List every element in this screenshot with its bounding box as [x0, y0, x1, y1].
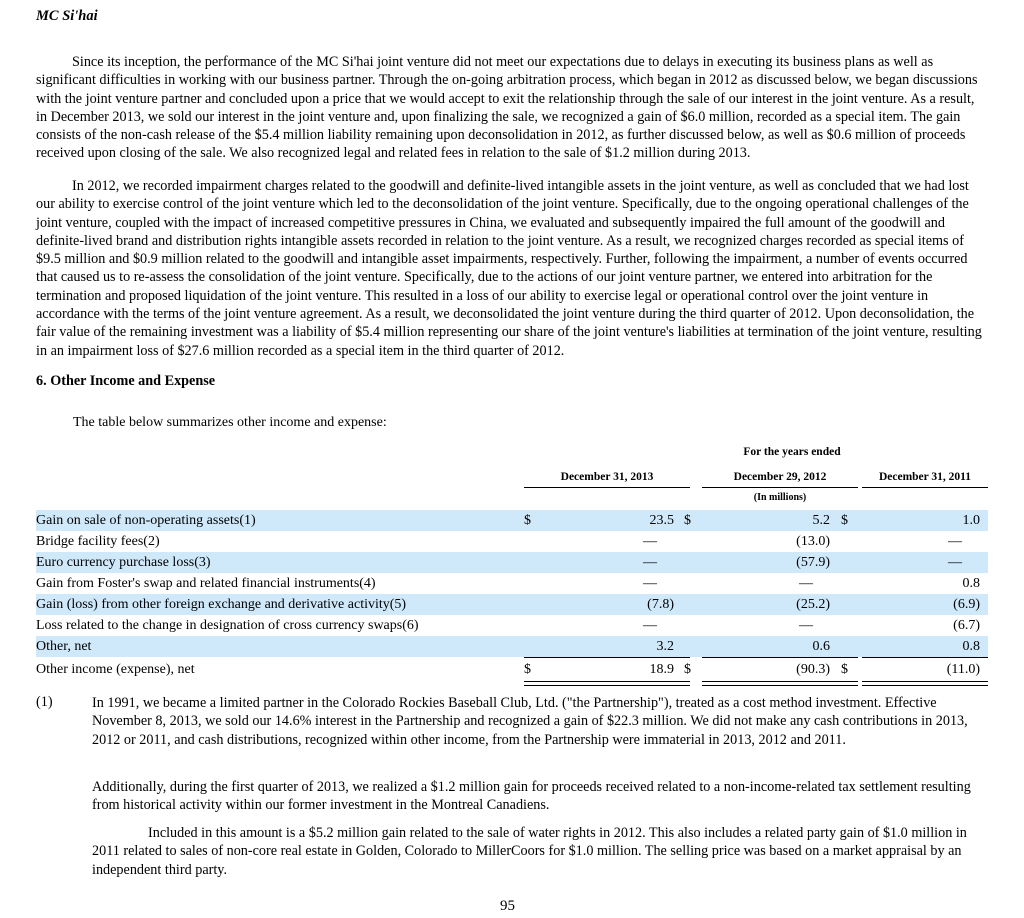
column-header-2011: December 31, 2011	[862, 471, 988, 488]
section-title: MC Si'hai	[36, 8, 98, 24]
table-row	[36, 552, 988, 573]
value-2011: 0.8	[962, 576, 980, 591]
value-2011: (11.0)	[946, 662, 980, 677]
paragraph-mc-sihai-sale	[36, 53, 984, 163]
value-2013: —	[643, 576, 657, 591]
table-intro: The table below summarizes other income and expense:	[73, 415, 387, 430]
row-label: Bridge facility fees(2)	[36, 534, 160, 549]
column-header-2012: December 29, 2012	[702, 471, 858, 488]
value-2011: (6.9)	[953, 597, 980, 612]
value-2012: 0.6	[812, 639, 830, 654]
footnote-1-additional: Additionally, during the first quarter of 2013, we realized a $1.2 million gain for proceeds received related to a non-income-related tax settlement resulting from historical activity within our former investment in the Montreal Canadiens.	[92, 779, 971, 814]
row-label: Other, net	[36, 639, 92, 654]
currency-symbol: $	[684, 662, 691, 677]
currency-symbol: $	[841, 662, 848, 677]
footnote-text: Included in this amount is a $5.2 million gain related to the sale of water rights in 2012. This also includes a related party gain of $1.0 million in 2011 related to sales of non-core real estate in Golden, Colorado to MillerCoors for $1.0 million. The selling price was based on a market appraisal by an independent third party.	[92, 825, 967, 878]
value-2012: —	[799, 618, 813, 633]
subtotal-rule	[862, 657, 988, 658]
value-2013: —	[643, 618, 657, 633]
value-2012: (25.2)	[796, 597, 830, 612]
footnote-1: In 1991, we became a limited partner in the Colorado Rockies Baseball Club, Ltd. ("the Partnership"), treated as a cost method investment. Effective November 8, 2013, we sold our 14.6% interest in the Partnership and recognized a gain of $22.3 million. We did not make any cash contributions in 2013, 2012 or 2011, and cash distributions, recognized within other income, from the Partnership were immaterial in 2013, 2012 and 2011.	[92, 695, 968, 748]
value-2012: (57.9)	[796, 555, 830, 570]
value-2011: 0.8	[962, 639, 980, 654]
table-row	[36, 510, 988, 531]
value-2011: —	[948, 555, 962, 570]
paragraph-text: Since its inception, the performance of the MC Si'hai joint venture did not meet our expectations due to delays in executing its business plans as well as significant difficulties in working with our business partner. Through the on-going arbitration process, which began in 2012 as discussed below, we began discussions with the joint venture partner and concluded upon a price that we would accept to exit the relationship through the sale of our interest in the joint venture. As a result, in December 2013, we sold our interest in the joint venture and, upon finalizing the sale, we recognized a gain of $6.0 million, recorded as a special item. The gain consists of the non-cash release of the $5.4 million liability remaining upon deconsolidation in 2012, as further discussed below, as well as $0.6 million of proceeds received upon closing of the sale. We also recognized legal and related fees in relation to the sale of $1.2 million during 2013.	[36, 54, 978, 162]
total-double-rule	[862, 681, 988, 686]
value-2011: 1.0	[962, 513, 980, 528]
page-number: 95	[500, 898, 515, 914]
table-row	[36, 573, 988, 594]
currency-symbol: $	[524, 662, 531, 677]
footnote-marker: (1)	[36, 694, 53, 710]
table-row-total	[36, 659, 988, 680]
value-2013: —	[643, 534, 657, 549]
total-double-rule	[702, 681, 858, 686]
subtotal-rule	[524, 657, 690, 658]
row-label: Other income (expense), net	[36, 662, 195, 677]
row-label: Loss related to the change in designation of cross currency swaps(6)	[36, 618, 419, 633]
row-label: Gain on sale of non-operating assets(1)	[36, 513, 256, 528]
value-2012: (90.3)	[796, 662, 830, 677]
table-span-header: For the years ended	[743, 446, 841, 458]
value-2012: —	[799, 576, 813, 591]
total-double-rule	[524, 681, 690, 686]
currency-symbol: $	[684, 513, 691, 528]
value-2012: (13.0)	[796, 534, 830, 549]
value-2011: —	[948, 534, 962, 549]
subtotal-rule	[702, 657, 858, 658]
value-2012: 5.2	[812, 513, 830, 528]
value-2011: (6.7)	[953, 618, 980, 633]
footnote-1-included	[92, 824, 984, 879]
table-row	[36, 636, 988, 657]
currency-symbol: $	[841, 513, 848, 528]
value-2013: 18.9	[649, 662, 674, 677]
column-header-2013: December 31, 2013	[524, 471, 690, 488]
paragraph-impairment	[36, 177, 984, 360]
table-row	[36, 615, 988, 636]
value-2013: (7.8)	[647, 597, 674, 612]
note-heading: 6. Other Income and Expense	[36, 373, 216, 389]
paragraph-text: In 2012, we recorded impairment charges related to the goodwill and definite-lived intangible assets in the joint venture, as well as concluded that we had lost our ability to exercise control of the joint venture which led to the deconsolidation of the joint venture. Specifically, due to the ongoing operational challenges of the joint venture, coupled with the impact of increased competitive pressures in China, we evaluated and subsequently impaired the full amount of the goodwill and definite-lived brand and distribution rights intangible assets recorded in relation to the joint venture. As a result, we recognized charges recorded as special items of $9.5 million and $0.9 million related to the goodwill and intangible asset impairments, respectively. Further, following the impairment, a number of events occurred that caused us to re-assess the consolidation of the joint venture. Specifically, due to the actions of our joint venture partner, we entered into arbitration for the termination and proposed liquidation of the joint venture. This resulted in a loss of our ability to exercise legal or operational control over the joint venture in accordance with the terms of the joint venture agreement. As a result, we deconsolidated the joint venture during the third quarter of 2012. Upon deconsolidation, the fair value of the remaining investment was a liability of $5.4 million representing our share of the joint venture's liabilities at termination of the joint venture, resulting in an impairment loss of $27.6 million recorded as a special item in the third quarter of 2012.	[36, 178, 982, 359]
table-row	[36, 594, 988, 615]
value-2013: —	[643, 555, 657, 570]
table-row	[36, 531, 988, 552]
row-label: Euro currency purchase loss(3)	[36, 555, 211, 570]
currency-symbol: $	[524, 513, 531, 528]
row-label: Gain from Foster's swap and related financial instruments(4)	[36, 576, 376, 591]
row-label: Gain (loss) from other foreign exchange and derivative activity(5)	[36, 597, 407, 612]
value-2013: 3.2	[656, 639, 674, 654]
units-label: (In millions)	[753, 492, 807, 503]
value-2013: 23.5	[649, 513, 674, 528]
